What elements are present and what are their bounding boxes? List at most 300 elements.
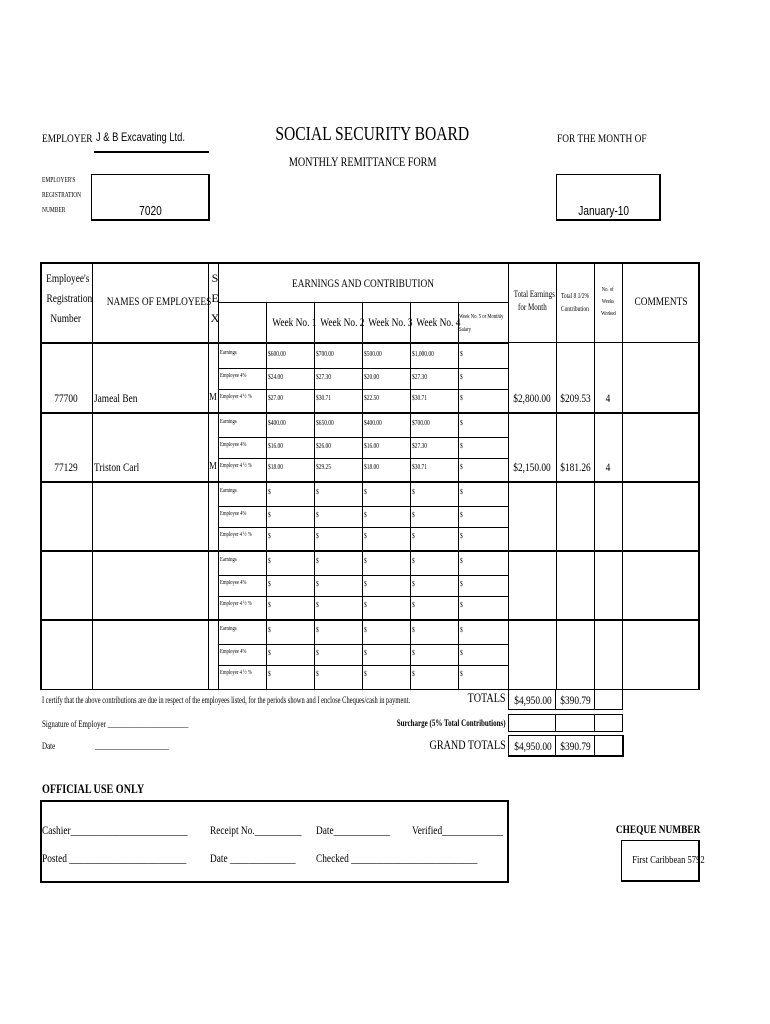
week-cell-value: $18.00 xyxy=(268,463,284,471)
col-line-4 xyxy=(266,302,267,690)
week-cell[interactable] xyxy=(460,394,464,402)
week-cell-value: $ xyxy=(316,670,319,678)
row-divider xyxy=(40,619,700,621)
week-cell-value: $27.30 xyxy=(412,373,428,381)
week-cell[interactable] xyxy=(364,626,368,634)
totals-label: TOTALS xyxy=(468,690,506,705)
employee-weeks[interactable] xyxy=(594,391,622,406)
col-header-reg: Employee's Registration Number xyxy=(46,271,93,325)
month-value: January-10 xyxy=(578,203,629,218)
week-cell[interactable] xyxy=(268,557,272,565)
col-line-10 xyxy=(556,262,557,690)
certify-statement: I certify that the above contributions are due in respect of the employees listed, for the periods shown and I enclose Cheques/cash in payment. xyxy=(42,695,410,705)
week-cell-value: $1,000.00 xyxy=(412,350,434,358)
week-cell-value: $ xyxy=(460,649,463,657)
week-cell-value: $ xyxy=(460,511,463,519)
week-cell-value: $ xyxy=(364,580,367,588)
col-line-6 xyxy=(362,302,363,690)
week-cell-value: $16.00 xyxy=(364,442,380,450)
col-header-contribution: Total 8 1/2% Contribution xyxy=(560,292,590,313)
week-cell-value: $26.00 xyxy=(316,442,332,450)
week-cell-value: $ xyxy=(268,580,271,588)
col-header-names: NAMES OF EMPLOYEES xyxy=(106,294,212,308)
week-cell[interactable] xyxy=(364,580,368,588)
receipt-field[interactable]: Receipt No.__________ xyxy=(210,823,302,837)
employee-contribution[interactable] xyxy=(556,667,594,682)
col-header-week5: Week No. 5 or Monthly Salary xyxy=(459,314,504,333)
week-cell[interactable] xyxy=(364,350,387,358)
week-cell[interactable] xyxy=(412,350,440,358)
week-cell-value: $30.71 xyxy=(412,463,428,471)
row-label-text: Employee 4% xyxy=(220,580,247,586)
row-label xyxy=(220,670,261,676)
earnings-subheader-line xyxy=(218,302,508,303)
week-cell-value: $ xyxy=(316,511,319,519)
week-cell[interactable] xyxy=(412,626,416,634)
date-field-1[interactable]: Date____________ xyxy=(316,823,390,837)
checked-field[interactable]: Checked ___________________________ xyxy=(316,851,478,865)
employee-sex[interactable] xyxy=(208,598,218,610)
week-cell-value: $30.71 xyxy=(316,394,332,402)
subrow-line xyxy=(218,389,508,390)
header-divider-right xyxy=(508,342,700,343)
subrow-line xyxy=(218,575,508,576)
employee-reg-number[interactable] xyxy=(40,460,92,475)
week-cell[interactable] xyxy=(460,670,464,678)
week-cell-value: $ xyxy=(460,442,463,450)
week-cell-value: $ xyxy=(412,601,415,609)
week-cell-value: $24.00 xyxy=(268,373,284,381)
week-cell[interactable] xyxy=(364,419,387,427)
week-cell-value: $20.00 xyxy=(364,373,380,381)
header-divider xyxy=(40,342,508,344)
week-cell-value: $ xyxy=(316,488,319,496)
week-cell[interactable] xyxy=(316,442,335,450)
week-cell[interactable] xyxy=(460,419,464,427)
col-header-earnings: EARNINGS AND CONTRIBUTION xyxy=(292,276,434,290)
week-cell[interactable] xyxy=(316,601,320,609)
week-cell-value: $ xyxy=(412,626,415,634)
grand-total-amount-cell xyxy=(508,735,556,757)
col-line-5 xyxy=(314,302,315,690)
week-cell[interactable] xyxy=(316,626,320,634)
totals-contribution-cell xyxy=(555,689,595,710)
week-cell[interactable] xyxy=(412,511,416,519)
week-cell[interactable] xyxy=(316,373,335,381)
date-line[interactable]: _____________________ xyxy=(95,741,169,751)
week-cell[interactable] xyxy=(364,601,368,609)
week-cell[interactable] xyxy=(364,670,368,678)
week-cell[interactable] xyxy=(364,488,368,496)
cheque-number-box[interactable] xyxy=(621,840,705,882)
week-cell[interactable] xyxy=(316,488,320,496)
week-cell[interactable] xyxy=(316,649,320,657)
week-cell-value: $ xyxy=(268,557,271,565)
employee-name-text: Jameal Ben xyxy=(94,391,138,405)
employee-weeks[interactable] xyxy=(594,529,622,544)
totals-blank-cell xyxy=(594,689,623,710)
week-cell[interactable] xyxy=(412,488,416,496)
week-cell-value: $ xyxy=(364,557,367,565)
week-cell-value: $ xyxy=(460,350,463,358)
week-cell-value: $400.00 xyxy=(364,419,382,427)
week-cell-value: $27.30 xyxy=(316,373,332,381)
week-cell[interactable] xyxy=(364,649,368,657)
week-cell[interactable] xyxy=(316,511,320,519)
employee-contribution-text: $181.26 xyxy=(560,460,591,474)
row-label-text: Earnings xyxy=(220,488,237,494)
row-label-text: Employee 4% xyxy=(220,373,247,379)
row-divider xyxy=(40,412,700,414)
week-cell-value: $ xyxy=(316,601,319,609)
week-cell[interactable] xyxy=(364,373,383,381)
subrow-line xyxy=(218,368,508,369)
row-label-text: Employer 4 ½ % xyxy=(220,670,252,676)
week-cell-value: $18.00 xyxy=(364,463,380,471)
grand-total-contribution: $390.79 xyxy=(560,739,591,753)
week-cell[interactable] xyxy=(364,511,368,519)
week-cell[interactable] xyxy=(316,670,320,678)
employee-weeks-text: 4 xyxy=(605,391,611,405)
col-header-week4: Week No. 4 xyxy=(416,315,461,329)
week-cell[interactable] xyxy=(268,580,272,588)
week-cell[interactable] xyxy=(364,394,383,402)
week-cell-value: $ xyxy=(460,532,463,540)
week-cell-value: $ xyxy=(412,670,415,678)
row-label-text: Earnings xyxy=(220,626,237,632)
subrow-line xyxy=(218,437,508,438)
employee-reg-number[interactable] xyxy=(40,598,92,613)
week-cell[interactable] xyxy=(460,580,464,588)
employee-sex[interactable] xyxy=(208,529,218,541)
week-cell-value: $ xyxy=(364,511,367,519)
week-cell-value: $ xyxy=(412,580,415,588)
col-header-weeks: No. of Weeks Worked xyxy=(600,287,616,317)
employee-sex-text: M xyxy=(209,391,217,403)
week-cell-value: $ xyxy=(460,373,463,381)
employee-weeks[interactable] xyxy=(594,460,622,475)
week-cell[interactable] xyxy=(460,350,464,358)
cheque-number-label: CHEQUE NUMBER xyxy=(615,822,700,836)
employee-total-text: $2,800.00 xyxy=(513,391,551,405)
week-cell[interactable] xyxy=(460,442,464,450)
week-cell-value: $ xyxy=(268,649,271,657)
employee-reg-number[interactable] xyxy=(40,529,92,544)
row-divider xyxy=(40,550,700,552)
week-cell-value: $ xyxy=(364,532,367,540)
week-cell[interactable] xyxy=(364,557,368,565)
employee-reg-number-text: 77700 xyxy=(54,391,78,405)
employee-name[interactable] xyxy=(94,460,152,475)
week-cell[interactable] xyxy=(364,442,383,450)
week-cell-value: $22.50 xyxy=(364,394,380,402)
date-field-2[interactable]: Date ______________ xyxy=(210,851,296,865)
date-label: Date xyxy=(42,741,56,751)
week-cell-value: $ xyxy=(412,511,415,519)
row-label xyxy=(220,601,261,607)
subrow-line xyxy=(218,665,508,666)
week-cell-value: $ xyxy=(364,488,367,496)
week-cell-value: $ xyxy=(316,580,319,588)
row-label-text: Employee 4% xyxy=(220,511,247,517)
row-label-text: Earnings xyxy=(220,419,237,425)
week-cell-value: $ xyxy=(316,557,319,565)
grand-total-contribution-cell xyxy=(555,735,595,757)
week-cell[interactable] xyxy=(412,532,416,540)
surcharge-blank-cell xyxy=(594,714,623,732)
row-label-text: Employer 4 ½ % xyxy=(220,463,252,469)
col-header-week2: Week No. 2 xyxy=(320,315,365,329)
employee-total[interactable] xyxy=(508,667,556,682)
official-use-box xyxy=(40,800,509,883)
row-label xyxy=(220,532,261,538)
week-cell-value: $ xyxy=(460,580,463,588)
grand-total-blank-cell xyxy=(594,735,624,757)
week-cell[interactable] xyxy=(412,394,431,402)
week-cell-value: $29.25 xyxy=(316,463,332,471)
week-cell[interactable] xyxy=(268,442,287,450)
week-cell-value: $650.00 xyxy=(316,419,334,427)
week-cell[interactable] xyxy=(460,649,464,657)
week-cell[interactable] xyxy=(268,350,291,358)
week-cell[interactable] xyxy=(316,419,339,427)
month-label: FOR THE MONTH OF xyxy=(557,131,647,145)
row-label xyxy=(220,649,254,655)
row-label xyxy=(220,463,261,469)
week-cell[interactable] xyxy=(460,601,464,609)
col-header-week1: Week No. 1 xyxy=(272,315,317,329)
col-line-1 xyxy=(92,262,93,690)
col-line-11 xyxy=(594,262,595,690)
reg-label-line3: NUMBER xyxy=(42,206,66,214)
week-cell[interactable] xyxy=(460,557,464,565)
week-cell[interactable] xyxy=(412,601,416,609)
week-cell-value: $ xyxy=(460,626,463,634)
week-cell-value: $ xyxy=(460,601,463,609)
row-label xyxy=(220,626,241,632)
totals-amount-cell xyxy=(508,689,556,710)
week-cell[interactable] xyxy=(460,511,464,519)
employee-total[interactable] xyxy=(508,391,556,406)
week-cell-value: $400.00 xyxy=(268,419,286,427)
employee-sex[interactable] xyxy=(208,667,218,679)
week-cell-value: $ xyxy=(412,488,415,496)
row-label xyxy=(220,419,241,425)
week-cell[interactable] xyxy=(268,394,287,402)
signature-line[interactable]: Signature of Employer _______________________ xyxy=(42,719,189,729)
row-label-text: Earnings xyxy=(220,557,237,563)
row-label-text: Employer 4 ½ % xyxy=(220,601,252,607)
week-cell[interactable] xyxy=(268,373,287,381)
employee-contribution[interactable] xyxy=(556,598,594,613)
row-label xyxy=(220,350,241,356)
week-cell-value: $ xyxy=(268,626,271,634)
week-cell-value: $ xyxy=(268,670,271,678)
week-cell-value: $ xyxy=(412,649,415,657)
employee-reg-number-text: 77129 xyxy=(54,460,78,474)
posted-field[interactable]: Posted _________________________ xyxy=(42,851,187,865)
col-line-8 xyxy=(458,302,459,690)
week-cell-value: $700.00 xyxy=(316,350,334,358)
employee-name-text: Triston Carl xyxy=(94,460,140,474)
week-cell-value: $ xyxy=(364,601,367,609)
official-use-heading: OFFICIAL USE ONLY xyxy=(42,781,145,796)
week-cell-value: $ xyxy=(412,532,415,540)
row-label xyxy=(220,580,254,586)
week-cell[interactable] xyxy=(364,532,368,540)
week-cell[interactable] xyxy=(268,626,272,634)
week-cell-value: $ xyxy=(268,511,271,519)
week-cell-value: $ xyxy=(268,532,271,540)
row-divider xyxy=(40,481,700,483)
week-cell-value: $30.71 xyxy=(412,394,428,402)
week-cell[interactable] xyxy=(412,419,435,427)
employee-contribution[interactable] xyxy=(556,529,594,544)
row-label-text: Employer 4 ½ % xyxy=(220,532,252,538)
col-line-7 xyxy=(410,302,411,690)
col-header-week3: Week No. 3 xyxy=(368,315,413,329)
week-cell-value: $27.30 xyxy=(412,442,428,450)
week-cell[interactable] xyxy=(316,580,320,588)
week-cell-value: $ xyxy=(460,670,463,678)
cashier-field[interactable]: Cashier_________________________ xyxy=(42,823,188,837)
totals-amount: $4,950.00 xyxy=(514,693,552,707)
col-header-total: Total Earnings for Month xyxy=(513,289,555,312)
week-cell[interactable] xyxy=(412,557,416,565)
week-cell-value: $27.00 xyxy=(268,394,284,402)
page-title: SOCIAL SECURITY BOARD xyxy=(275,123,470,145)
week-cell-value: $ xyxy=(364,626,367,634)
employee-name[interactable] xyxy=(94,391,150,406)
week-cell[interactable] xyxy=(460,532,464,540)
employer-label: EMPLOYER xyxy=(42,131,93,145)
row-label xyxy=(220,394,261,400)
week-cell-value: $500.00 xyxy=(364,350,382,358)
week-cell-value: $ xyxy=(460,488,463,496)
week-cell[interactable] xyxy=(316,463,335,471)
week-cell-value: $ xyxy=(316,532,319,540)
week-cell-value: $ xyxy=(460,419,463,427)
week-cell[interactable] xyxy=(268,488,272,496)
employee-total[interactable] xyxy=(508,598,556,613)
week-cell-value: $ xyxy=(364,649,367,657)
week-cell-value: $700.00 xyxy=(412,419,430,427)
subrow-line xyxy=(218,596,508,597)
employer-name-underline xyxy=(94,151,209,153)
surcharge-amount-cell xyxy=(508,714,556,732)
grand-total-amount: $4,950.00 xyxy=(514,739,552,753)
week-cell[interactable] xyxy=(316,350,339,358)
week-cell[interactable] xyxy=(364,463,383,471)
row-label xyxy=(220,557,241,563)
employer-reg-number: 7020 xyxy=(138,203,162,218)
col-header-comments: COMMENTS xyxy=(634,294,688,308)
employee-reg-number[interactable] xyxy=(40,391,92,406)
week-cell[interactable] xyxy=(412,442,431,450)
reg-label-line2: REGISTRATION xyxy=(42,191,82,199)
employee-contribution[interactable] xyxy=(556,391,594,406)
week-cell[interactable] xyxy=(316,532,320,540)
employee-contribution[interactable] xyxy=(556,460,594,475)
surcharge-label: Surcharge (5% Total Contributions) xyxy=(397,718,506,728)
week-cell-value: $ xyxy=(268,488,271,496)
week-cell[interactable] xyxy=(460,463,464,471)
employer-reg-number-box[interactable] xyxy=(91,174,210,221)
week-cell[interactable] xyxy=(268,601,272,609)
row-label xyxy=(220,442,254,448)
week-cell[interactable] xyxy=(268,649,272,657)
month-value-box[interactable] xyxy=(556,174,661,221)
employee-weeks-text: 4 xyxy=(605,460,611,474)
employee-reg-number[interactable] xyxy=(40,667,92,682)
page-subtitle: MONTHLY REMITTANCE FORM xyxy=(289,154,437,169)
subrow-line xyxy=(218,644,508,645)
week-cell[interactable] xyxy=(412,670,416,678)
week-cell[interactable] xyxy=(268,511,272,519)
week-cell[interactable] xyxy=(268,463,287,471)
employee-total-text: $2,150.00 xyxy=(513,460,551,474)
grand-totals-label: GRAND TOTALS xyxy=(429,737,506,752)
employee-contribution-text: $209.53 xyxy=(560,391,591,405)
row-label-text: Employee 4% xyxy=(220,442,247,448)
week-cell-value: $ xyxy=(460,463,463,471)
employer-name: J & B Excavating Ltd. xyxy=(96,130,185,144)
week-cell[interactable] xyxy=(412,649,416,657)
week-cell-value: $ xyxy=(316,649,319,657)
row-label-text: Earnings xyxy=(220,350,237,356)
week-cell[interactable] xyxy=(460,626,464,634)
row-label xyxy=(220,511,254,517)
employee-total[interactable] xyxy=(508,460,556,475)
cheque-number-value: First Caribbean 5792 xyxy=(632,854,705,866)
week-cell-value: $600.00 xyxy=(268,350,286,358)
totals-contribution: $390.79 xyxy=(560,693,591,707)
col-header-sex: S E X xyxy=(210,271,220,325)
employee-weeks[interactable] xyxy=(594,667,622,682)
week-cell[interactable] xyxy=(412,373,431,381)
week-cell[interactable] xyxy=(268,419,291,427)
employee-total[interactable] xyxy=(508,529,556,544)
week-cell-value: $ xyxy=(364,670,367,678)
employee-sex[interactable] xyxy=(208,460,218,472)
week-cell[interactable] xyxy=(460,488,464,496)
reg-label-line1: EMPLOYER'S xyxy=(42,176,76,184)
week-cell-value: $ xyxy=(460,557,463,565)
week-cell[interactable] xyxy=(412,580,416,588)
week-cell-value: $ xyxy=(316,626,319,634)
employee-sex-text: M xyxy=(209,460,217,472)
col-line-12 xyxy=(622,262,623,690)
week-cell-value: $ xyxy=(268,601,271,609)
surcharge-contribution-cell xyxy=(555,714,595,732)
verified-field[interactable]: Verified_____________ xyxy=(412,823,503,837)
week-cell[interactable] xyxy=(316,394,335,402)
week-cell-value: $ xyxy=(460,394,463,402)
subrow-line xyxy=(218,506,508,507)
row-label-text: Employer 4 ½ % xyxy=(220,394,252,400)
week-cell[interactable] xyxy=(268,670,272,678)
week-cell-value: $ xyxy=(412,557,415,565)
subrow-line xyxy=(218,458,508,459)
week-cell[interactable] xyxy=(460,373,464,381)
week-cell[interactable] xyxy=(316,557,320,565)
week-cell[interactable] xyxy=(268,532,272,540)
employee-weeks[interactable] xyxy=(594,598,622,613)
row-label xyxy=(220,488,241,494)
row-label xyxy=(220,373,254,379)
week-cell[interactable] xyxy=(412,463,431,471)
employee-sex[interactable] xyxy=(208,391,218,403)
